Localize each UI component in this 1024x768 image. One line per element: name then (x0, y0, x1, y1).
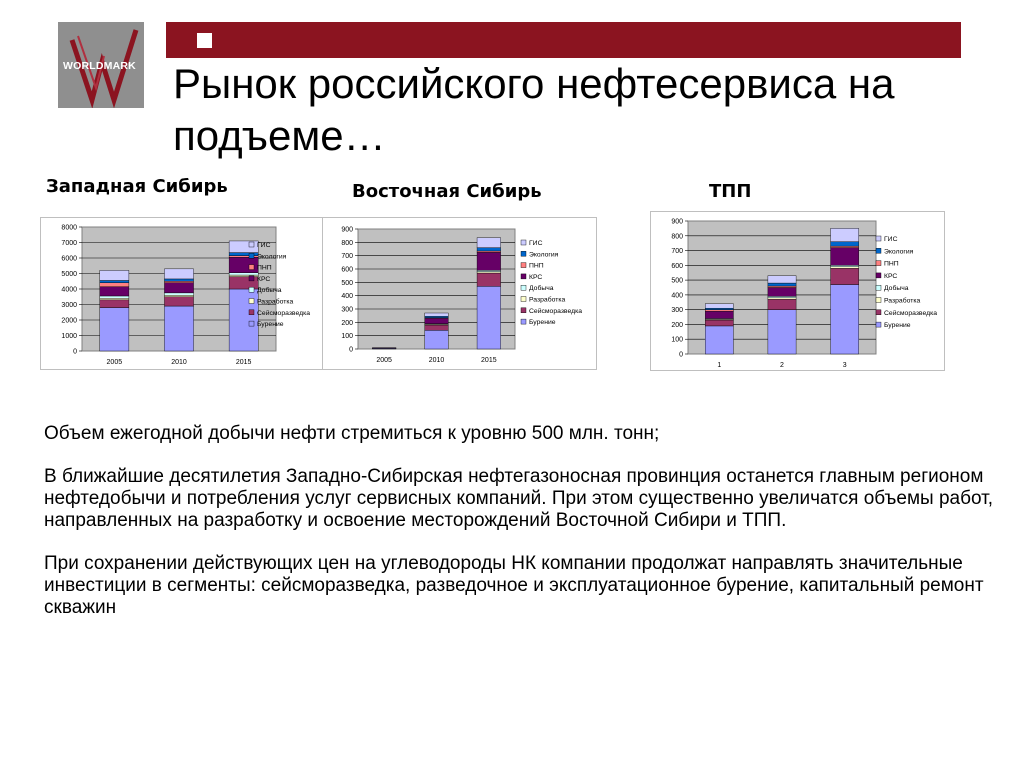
legend-label: ГИС (257, 242, 271, 249)
bar-segment (100, 280, 129, 282)
legend-swatch (249, 321, 254, 326)
legend-swatch (876, 248, 881, 253)
y-tick-label: 200 (671, 321, 683, 329)
bar-segment (831, 268, 859, 284)
y-tick-label: 500 (671, 277, 683, 285)
y-tick-label: 400 (671, 292, 683, 300)
y-tick-label: 2000 (61, 317, 77, 325)
bar-segment (164, 293, 193, 295)
legend-label: Разработка (257, 298, 294, 306)
bar-segment (425, 330, 449, 349)
legend-swatch (249, 265, 254, 270)
bar-segment (425, 313, 449, 316)
bar-segment (768, 286, 796, 287)
legend-swatch (521, 240, 526, 245)
bar-segment (164, 297, 193, 306)
y-tick-label: 300 (671, 307, 683, 315)
page-title: Рынок российского нефтесервиса на подъеме… (173, 60, 895, 159)
bar-segment (164, 281, 193, 283)
chart-east-siberia (322, 217, 597, 370)
legend-label: ПНП (884, 260, 899, 268)
y-tick-label: 800 (671, 233, 683, 241)
legend-swatch (249, 253, 254, 258)
legend-label: Бурение (884, 322, 911, 330)
bar-segment (425, 316, 449, 317)
bar-segment (768, 298, 796, 299)
bar-segment (100, 270, 129, 280)
chart-title-east-siberia: Восточная Сибирь (352, 181, 542, 202)
bar-segment (477, 272, 501, 273)
legend-swatch (521, 251, 526, 256)
y-tick-label: 600 (671, 262, 683, 270)
worldmark-logo (58, 22, 144, 108)
x-tick-label: 2005 (376, 357, 392, 364)
legend-swatch (249, 287, 254, 292)
y-tick-label: 0 (679, 351, 683, 359)
legend-label: Сейсморазведка (257, 309, 310, 317)
bar-segment (100, 298, 129, 300)
y-tick-label: 0 (349, 346, 353, 354)
bullet-square (197, 33, 212, 48)
y-tick-label: 100 (341, 333, 353, 341)
legend-swatch (876, 285, 881, 290)
y-tick-label: 900 (341, 226, 353, 234)
bar-segment (425, 325, 449, 330)
x-tick-label: 2005 (106, 359, 123, 366)
bar-segment (768, 296, 796, 297)
x-tick-label: 2010 (428, 357, 445, 364)
legend-swatch (521, 285, 526, 290)
bar-segment (164, 283, 193, 293)
legend-swatch (249, 242, 254, 247)
bar-segment (477, 273, 501, 286)
bar-segment (477, 248, 501, 251)
legend-swatch (249, 276, 254, 281)
bar-segment (229, 273, 258, 275)
y-tick-label: 8000 (61, 224, 77, 232)
y-tick-label: 4000 (61, 286, 77, 294)
bar-segment (768, 310, 796, 354)
legend-label: Сейсморазведка (884, 309, 937, 317)
chart-title-tpp: ТПП (709, 181, 752, 202)
bar-segment (164, 306, 193, 351)
bar-segment (831, 248, 859, 266)
legend-label: Разработка (884, 297, 921, 305)
legend-swatch (521, 319, 526, 324)
bar-segment (831, 267, 859, 268)
x-tick-label: 1 (717, 362, 722, 369)
legend-swatch (521, 297, 526, 302)
legend-label: КРС (257, 275, 271, 283)
paragraph-3: При сохранении действующих цен на углеводороды НК компании продолжат направлять значительные инвестиции в сегменты: сейсморазведка, разведочное и эксплуатационное бурение, капитальный ремонт скважин (44, 553, 984, 618)
x-tick-label: 2015 (481, 357, 497, 364)
paragraph-2: В ближайшие десятилетия Западно-Сибирская нефтегазоносная провинция останется главным регионом нефтедобычи и потребления услуг сервисных компаний. При этом существенно увеличатся объемы работ, направленных на разработку и освоение месторождений Восточной Сибири и ТПП. (44, 466, 994, 531)
bar-segment (477, 238, 501, 248)
bar-segment (477, 286, 501, 349)
bar-segment (768, 283, 796, 286)
legend-label: ПНП (257, 264, 272, 272)
bar-segment (229, 289, 258, 351)
bar-segment (100, 283, 129, 287)
legend-label: Разработка (529, 296, 566, 304)
paragraph-1: Объем ежегодной добычи нефти стремиться к уровню 500 млн. тонн; (44, 423, 660, 444)
legend-label: ПНП (529, 262, 544, 270)
bar-segment (831, 285, 859, 354)
y-tick-label: 700 (671, 248, 683, 256)
legend-swatch (876, 322, 881, 327)
legend-label: КРС (529, 273, 543, 281)
legend-swatch (521, 274, 526, 279)
legend-swatch (876, 236, 881, 241)
y-tick-label: 600 (341, 266, 353, 274)
bar-segment (477, 252, 501, 270)
legend-swatch (249, 299, 254, 304)
y-tick-label: 7000 (61, 240, 77, 247)
bar-segment (768, 288, 796, 297)
legend-swatch (876, 261, 881, 266)
legend-label: КРС (884, 272, 898, 280)
header-bar (166, 22, 961, 58)
y-tick-label: 100 (671, 336, 683, 344)
bar-segment (831, 228, 859, 241)
legend-label: Добыча (884, 285, 909, 293)
y-tick-label: 3000 (61, 302, 77, 309)
bar-segment (100, 308, 129, 351)
legend-label: Экология (884, 248, 914, 256)
x-tick-label: 2015 (235, 359, 252, 366)
legend-label: Добыча (529, 285, 554, 293)
x-tick-label: 3 (842, 362, 847, 369)
bar-segment (831, 265, 859, 266)
chart-tpp (650, 211, 945, 371)
bar-segment (705, 308, 733, 309)
y-tick-label: 400 (341, 293, 353, 301)
bar-segment (831, 246, 859, 247)
bar-segment (100, 300, 129, 308)
legend-swatch (249, 310, 254, 315)
legend-label: Бурение (257, 321, 284, 329)
x-tick-label: 2 (780, 362, 784, 369)
bar-segment (705, 304, 733, 308)
bar-segment (100, 287, 129, 296)
bar-segment (705, 326, 733, 354)
bar-segment (425, 318, 449, 323)
y-tick-label: 500 (341, 279, 353, 287)
legend-label: Экология (529, 251, 559, 259)
legend-label: Бурение (529, 319, 556, 327)
bar-segment (768, 299, 796, 309)
legend-label: ГИС (884, 236, 898, 243)
legend-label: ГИС (529, 240, 543, 247)
y-tick-label: 0 (73, 348, 77, 356)
y-tick-label: 900 (671, 218, 683, 226)
bar-segment (100, 296, 129, 298)
legend-swatch (876, 273, 881, 278)
bar-segment (372, 348, 396, 349)
legend-swatch (521, 308, 526, 313)
chart-west-siberia (40, 217, 335, 370)
legend-label: Сейсморазведка (529, 307, 582, 315)
legend-swatch (521, 263, 526, 268)
bar-segment (831, 242, 859, 246)
bar-segment (705, 310, 733, 311)
bar-segment (768, 276, 796, 283)
body-text (44, 423, 994, 640)
bar-segment (164, 295, 193, 297)
bar-segment (164, 269, 193, 279)
bar-segment (705, 320, 733, 326)
y-tick-label: 6000 (61, 255, 77, 263)
legend-swatch (876, 310, 881, 315)
chart-title-west-siberia: Западная Сибирь (46, 176, 228, 197)
y-tick-label: 800 (341, 239, 353, 247)
x-tick-label: 2010 (171, 359, 187, 366)
y-tick-label: 1000 (61, 333, 77, 340)
bar-segment (705, 311, 733, 318)
y-tick-label: 5000 (61, 271, 77, 278)
legend-swatch (876, 298, 881, 303)
y-tick-label: 200 (341, 319, 353, 327)
legend-label: Добыча (257, 287, 282, 295)
legend-label: Экология (257, 253, 287, 261)
y-tick-label: 700 (341, 253, 353, 261)
y-tick-label: 300 (341, 306, 353, 314)
bar-segment (164, 279, 193, 281)
logo-text: WORLDMARK (63, 60, 136, 72)
